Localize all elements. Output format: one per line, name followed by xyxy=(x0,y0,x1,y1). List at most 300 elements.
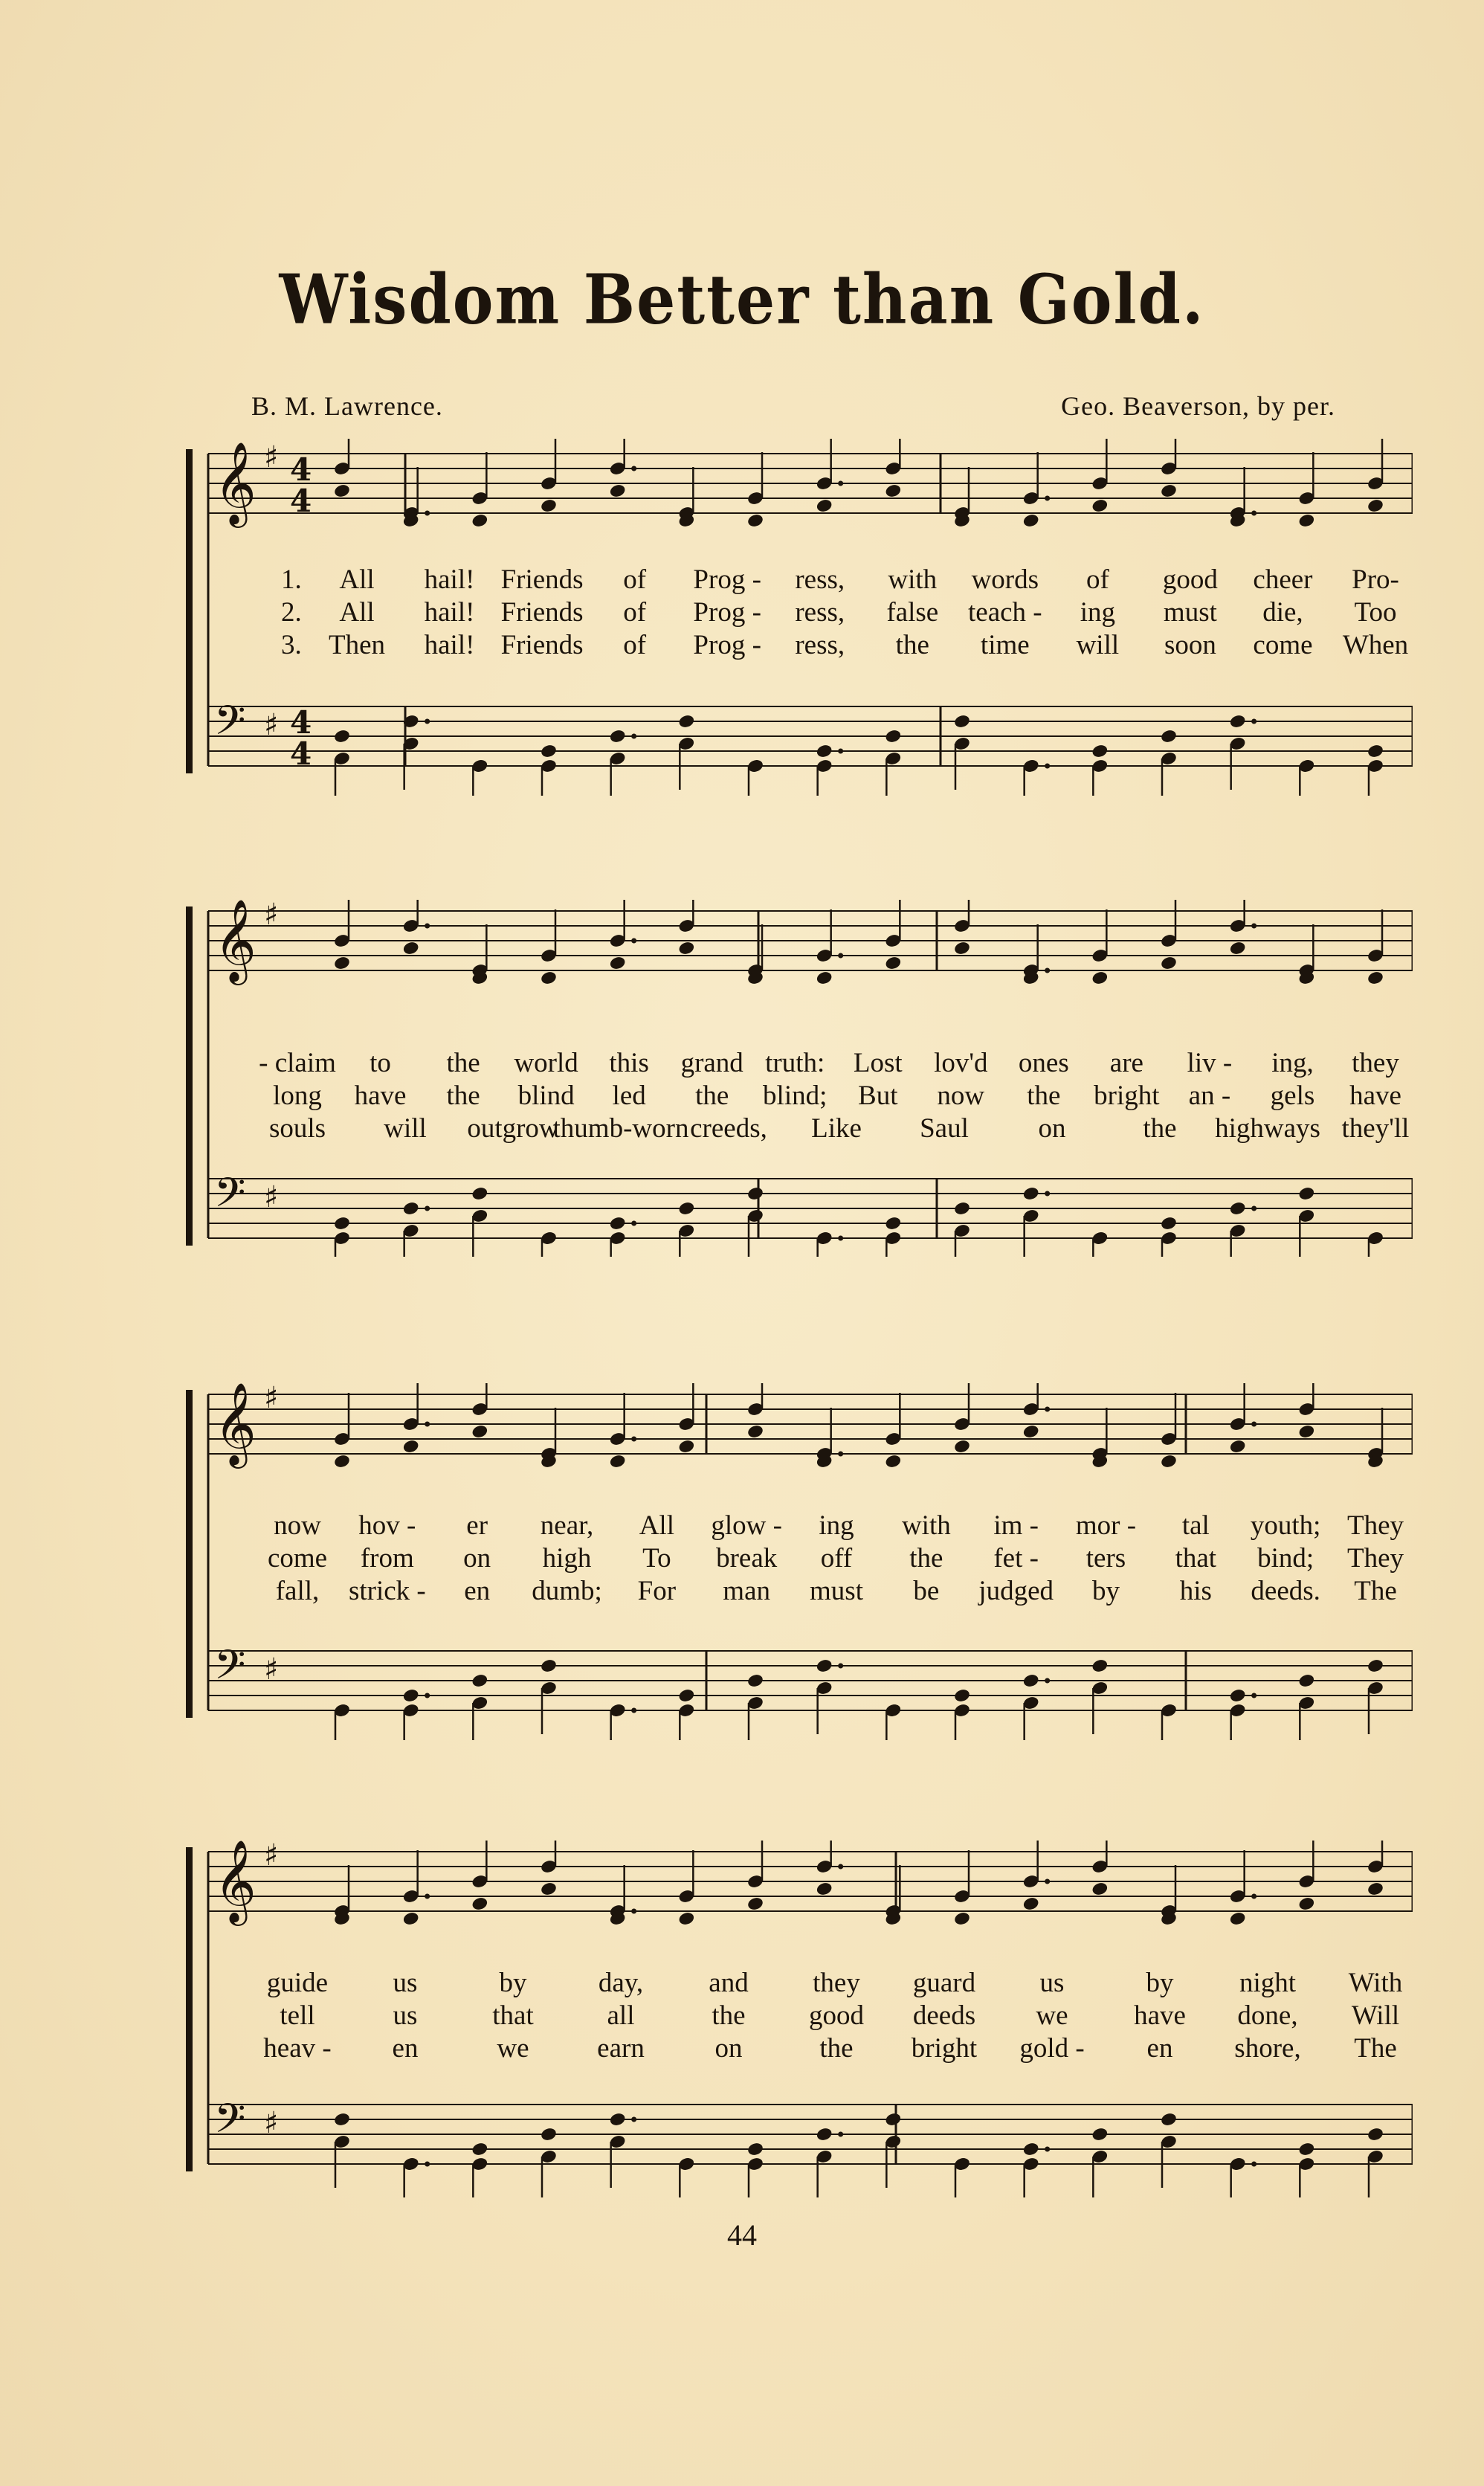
lyric-syllable: soon xyxy=(1164,630,1216,660)
lyric-syllable: us xyxy=(393,2000,418,2031)
dot-marker xyxy=(1251,1693,1256,1698)
note-head xyxy=(609,956,627,971)
note-head xyxy=(677,1439,695,1455)
lyric-syllable: For xyxy=(637,1576,677,1606)
lyric-syllable: shore, xyxy=(1234,2033,1301,2064)
note-head xyxy=(677,1201,695,1217)
note-head xyxy=(540,2127,558,2142)
lyric-verse-line xyxy=(186,2032,1413,2065)
lyric-syllable: ing, xyxy=(1271,1048,1314,1078)
note-head xyxy=(884,729,902,744)
note-head xyxy=(953,1201,971,1217)
lyric-syllable: words xyxy=(971,564,1039,595)
dot-marker xyxy=(838,1664,843,1669)
bass-clef-icon: 𝄢 xyxy=(214,1169,246,1226)
lyric-syllable: gels xyxy=(1270,1081,1315,1111)
note-head xyxy=(746,1424,764,1440)
lyric-syllable: break xyxy=(716,1543,778,1574)
note-head xyxy=(333,729,351,744)
note-head xyxy=(540,970,558,986)
note-head xyxy=(402,1688,420,1704)
lyric-syllable: by xyxy=(499,1968,527,1998)
lyric-syllable: guide xyxy=(266,1968,329,1998)
sharp-key-signature-icon: ♯ xyxy=(264,1652,279,1687)
lyric-syllable: tal xyxy=(1181,1510,1210,1541)
note-head xyxy=(333,1216,351,1231)
dot-marker xyxy=(425,719,430,724)
lyric-syllable: grand xyxy=(680,1048,743,1078)
dot-marker xyxy=(1045,1678,1050,1684)
note-head xyxy=(884,483,902,499)
dot-marker xyxy=(631,1437,636,1442)
lyric-verse-line xyxy=(186,1047,1413,1080)
note-head xyxy=(1022,513,1040,529)
note-head xyxy=(677,714,695,730)
lyric-syllable: They xyxy=(1346,1510,1404,1541)
dot-marker xyxy=(631,466,636,471)
lyric-syllable: en xyxy=(1146,2033,1173,2064)
dot-marker xyxy=(631,938,636,944)
note-head xyxy=(609,1454,627,1469)
note-head xyxy=(471,1186,488,1202)
lyric-syllable: ing xyxy=(819,1510,854,1541)
lyric-syllable: near, xyxy=(540,1510,594,1541)
lyric-syllable: the xyxy=(446,1048,480,1078)
note-head xyxy=(953,714,971,730)
dot-marker xyxy=(631,1909,636,1914)
lyric-syllable: Saul xyxy=(920,1113,969,1144)
note-head xyxy=(1091,1658,1109,1674)
dot-marker xyxy=(425,924,430,929)
note-head xyxy=(953,941,971,956)
note-head xyxy=(1229,1911,1247,1927)
note-head xyxy=(471,2142,488,2157)
lyric-syllable: When xyxy=(1342,630,1409,660)
note-head xyxy=(746,1896,764,1912)
note-head xyxy=(953,1688,971,1704)
note-head xyxy=(677,1688,695,1704)
note-head xyxy=(1160,2112,1178,2128)
music-system-1 xyxy=(186,439,1413,855)
note-head xyxy=(1091,970,1109,986)
note-head xyxy=(609,729,627,744)
lyric-syllable: we xyxy=(1036,2000,1068,2031)
lyric-syllable: bind; xyxy=(1257,1543,1314,1574)
note-head xyxy=(1160,1454,1178,1469)
lyric-syllable: judged xyxy=(978,1576,1054,1606)
lyric-syllable: But xyxy=(858,1081,898,1111)
note-head xyxy=(1297,1673,1315,1689)
lyric-syllable: Pro- xyxy=(1352,564,1399,595)
lyric-syllable: time xyxy=(980,630,1030,660)
lyric-syllable: They xyxy=(1346,1543,1404,1574)
dot-marker xyxy=(838,2132,843,2137)
lyric-syllable: and xyxy=(709,1968,749,1998)
note-head xyxy=(402,1911,420,1927)
lyric-verse-line xyxy=(186,1575,1413,1608)
treble-clef-icon: 𝄞 xyxy=(214,441,257,524)
note-head xyxy=(1229,1688,1247,1704)
note-head xyxy=(540,1658,558,1674)
lyric-syllable: with xyxy=(888,564,938,595)
lyric-syllable: the xyxy=(446,1081,480,1111)
dot-marker xyxy=(838,1452,843,1457)
note-head xyxy=(1022,1896,1040,1912)
lyric-syllable: Will xyxy=(1351,2000,1400,2031)
note-head xyxy=(953,1439,971,1455)
lyric-syllable: world xyxy=(514,1048,578,1078)
note-head xyxy=(1091,498,1109,514)
note-head xyxy=(677,1911,695,1927)
lyric-syllable: The xyxy=(1354,1576,1397,1606)
lyric-syllable: of xyxy=(623,630,647,660)
dot-marker xyxy=(425,1894,430,1899)
lyric-syllable: bright xyxy=(1094,1081,1160,1111)
note-head xyxy=(402,1201,420,1217)
dot-marker xyxy=(425,1422,430,1427)
note-head xyxy=(1022,1424,1040,1440)
composer-credit: Geo. Beaverson, by per. xyxy=(1061,391,1335,421)
lyric-syllable: With xyxy=(1348,1968,1403,1998)
dot-marker xyxy=(1251,924,1256,929)
note-head xyxy=(1367,2127,1384,2142)
lyric-syllable: fet - xyxy=(993,1543,1039,1574)
note-head xyxy=(471,1424,488,1440)
dot-marker xyxy=(1045,1191,1050,1197)
lyric-syllable: Friends xyxy=(500,597,584,628)
note-head xyxy=(1297,513,1315,529)
lyric-syllable: on xyxy=(714,2033,743,2064)
lyric-syllable: be xyxy=(913,1576,940,1606)
lyric-syllable: heav - xyxy=(263,2033,332,2064)
lyric-syllable: that xyxy=(1175,1543,1217,1574)
lyric-syllable: us xyxy=(1039,1968,1065,1998)
lyric-syllable: Lost xyxy=(853,1048,903,1078)
lyric-syllable: Friends xyxy=(500,564,584,595)
lyric-syllable: Too xyxy=(1354,597,1397,628)
dot-marker xyxy=(425,511,430,516)
dot-marker xyxy=(1045,1407,1050,1412)
lyric-verse-line xyxy=(186,1967,1413,2000)
dot-marker xyxy=(838,1236,843,1241)
note-head xyxy=(1367,970,1384,986)
dot-marker xyxy=(425,1206,430,1211)
lyric-syllable: Prog - xyxy=(693,630,761,660)
bass-clef-icon: 𝄢 xyxy=(214,1641,246,1698)
note-head xyxy=(609,1216,627,1231)
note-head xyxy=(540,1881,558,1897)
page-number: 44 xyxy=(727,2218,757,2252)
note-head xyxy=(471,1673,488,1689)
note-head xyxy=(333,2112,351,2128)
note-head xyxy=(1091,1881,1109,1897)
lyric-syllable: high xyxy=(542,1543,592,1574)
lyric-syllable: bright xyxy=(911,2033,978,2064)
lyric-syllable: they xyxy=(813,1968,860,1998)
lyric-syllable: liv - xyxy=(1187,1048,1233,1078)
lyric-syllable: fall, xyxy=(275,1576,320,1606)
treble-clef-icon: 𝄞 xyxy=(214,900,257,982)
note-head xyxy=(884,1216,902,1231)
dot-marker xyxy=(1045,1879,1050,1884)
note-head xyxy=(1022,1673,1040,1689)
lyric-syllable: of xyxy=(1085,564,1109,595)
lyric-syllable: good xyxy=(1162,564,1218,595)
lyric-syllable: the xyxy=(895,630,929,660)
lyric-syllable: come xyxy=(267,1543,328,1574)
note-head xyxy=(1229,1201,1247,1217)
note-head xyxy=(746,1186,764,1202)
lyric-verse-line xyxy=(186,2000,1413,2032)
lyric-syllable: All xyxy=(339,564,375,595)
note-head xyxy=(746,1673,764,1689)
lyric-syllable: hail! xyxy=(424,630,475,660)
lyric-syllable: ress, xyxy=(795,630,845,660)
lyric-verse-line xyxy=(186,1112,1413,1145)
dot-marker xyxy=(1045,496,1050,501)
lyric-syllable: will xyxy=(384,1113,427,1144)
note-head xyxy=(1160,1216,1178,1231)
sharp-key-signature-icon: ♯ xyxy=(264,900,279,932)
note-head xyxy=(1022,1186,1040,1202)
verse-number: 2. xyxy=(281,597,302,628)
lyric-syllable: the xyxy=(712,2000,746,2031)
note-head xyxy=(333,483,351,499)
lyric-syllable: now xyxy=(274,1510,321,1541)
lyric-syllable: an - xyxy=(1188,1081,1231,1111)
dot-marker xyxy=(1251,511,1256,516)
dot-marker xyxy=(631,2117,636,2122)
lyric-syllable: the xyxy=(1027,1081,1061,1111)
lyric-syllable: creeds, xyxy=(690,1113,767,1144)
lyric-syllable: will xyxy=(1076,630,1120,660)
lyric-verse-line xyxy=(186,1542,1413,1575)
note-head xyxy=(816,744,833,759)
lyric-syllable: hail! xyxy=(424,597,475,628)
lyric-syllable: they'll xyxy=(1341,1113,1410,1144)
dot-marker xyxy=(838,749,843,754)
music-system-3 xyxy=(186,1383,1413,1800)
note-head xyxy=(884,2112,902,2128)
dot-marker xyxy=(1045,2147,1050,2152)
lyric-syllable: er xyxy=(466,1510,488,1541)
lyric-syllable: glow - xyxy=(711,1510,782,1541)
note-head xyxy=(1091,744,1109,759)
lyric-syllable: all xyxy=(607,2000,635,2031)
dot-marker xyxy=(838,953,843,959)
lyric-syllable: Friends xyxy=(500,630,584,660)
lyric-syllable: en xyxy=(392,2033,419,2064)
lyric-syllable: Like xyxy=(811,1113,862,1144)
lyric-verse-line xyxy=(186,1510,1413,1542)
lyric-syllable: we xyxy=(497,2033,529,2064)
note-head xyxy=(1367,498,1384,514)
lyric-syllable: Then xyxy=(328,630,386,660)
dot-marker xyxy=(838,481,843,486)
lyric-syllable: come xyxy=(1253,630,1313,660)
lyric-syllable: man xyxy=(723,1576,771,1606)
lyric-syllable: us xyxy=(393,1968,418,1998)
dot-marker xyxy=(631,734,636,739)
note-head xyxy=(1160,956,1178,971)
lyric-syllable: by xyxy=(1092,1576,1120,1606)
lyric-syllable: highways xyxy=(1215,1113,1320,1144)
note-head xyxy=(1367,744,1384,759)
sharp-key-signature-icon: ♯ xyxy=(264,1180,279,1214)
lyric-syllable: ones xyxy=(1018,1048,1069,1078)
dot-marker xyxy=(1251,2162,1256,2167)
dot-marker xyxy=(1251,1422,1256,1427)
note-head xyxy=(540,744,558,759)
note-head xyxy=(333,1454,351,1469)
dot-marker xyxy=(1045,764,1050,769)
lyric-syllable: of xyxy=(623,564,647,595)
lyric-syllable: ing xyxy=(1080,597,1115,628)
lyric-syllable: the xyxy=(695,1081,729,1111)
lyric-syllable: tell xyxy=(280,2000,315,2031)
lyric-syllable: his xyxy=(1179,1576,1212,1606)
lyric-syllable: day, xyxy=(598,1968,644,1998)
time-signature-bottom: 4 xyxy=(290,483,312,519)
lyric-verse-line xyxy=(186,629,1413,662)
lyric-syllable: teach - xyxy=(968,597,1042,628)
lyric-syllable: off xyxy=(820,1543,853,1574)
sharp-key-signature-icon: ♯ xyxy=(264,708,279,742)
lyric-verse-line xyxy=(186,1080,1413,1112)
lyric-syllable: The xyxy=(1354,2033,1397,2064)
dot-marker xyxy=(1251,1206,1256,1211)
lyric-syllable: hail! xyxy=(424,564,475,595)
note-head xyxy=(540,498,558,514)
sharp-key-signature-icon: ♯ xyxy=(264,1383,279,1415)
lyric-syllable: have xyxy=(354,1081,407,1111)
lyric-syllable: on xyxy=(463,1543,491,1574)
lyric-syllable: night xyxy=(1239,1968,1297,1998)
note-head xyxy=(333,956,351,971)
dot-marker xyxy=(838,1864,843,1870)
lyric-syllable: this xyxy=(609,1048,649,1078)
note-head xyxy=(746,513,764,529)
lyric-syllable: lov'd xyxy=(934,1048,988,1078)
note-head xyxy=(1022,2142,1040,2157)
lyric-syllable: they xyxy=(1352,1048,1399,1078)
music-system-2 xyxy=(186,900,1413,1316)
note-head xyxy=(816,970,833,986)
lyric-syllable: souls xyxy=(268,1113,326,1144)
lyric-syllable: cheer xyxy=(1253,564,1313,595)
dot-marker xyxy=(631,1221,636,1226)
lyric-syllable: - claim xyxy=(259,1048,336,1078)
dot-marker xyxy=(1251,719,1256,724)
lyric-syllable: that xyxy=(492,2000,534,2031)
lyric-syllable: ress, xyxy=(795,597,845,628)
note-head xyxy=(816,1881,833,1897)
dot-marker xyxy=(631,1708,636,1713)
lyric-syllable: deeds. xyxy=(1251,1576,1320,1606)
note-head xyxy=(1297,1896,1315,1912)
lyric-syllable: of xyxy=(623,597,647,628)
note-head xyxy=(609,2112,627,2128)
lyric-syllable: ters xyxy=(1085,1543,1126,1574)
verse-number: 3. xyxy=(281,630,302,660)
lyric-syllable: All xyxy=(639,1510,674,1541)
lyric-syllable: dumb; xyxy=(532,1576,602,1606)
time-signature-top: 4 xyxy=(290,451,312,488)
note-head xyxy=(1091,2127,1109,2142)
dot-marker xyxy=(425,2162,430,2167)
lyric-syllable: outgrow xyxy=(467,1113,559,1144)
hymn-title: Wisdom Better than Gold. xyxy=(279,260,1205,340)
lyric-syllable: ress, xyxy=(795,564,845,595)
music-system-4 xyxy=(186,1841,1413,2257)
note-head xyxy=(1229,714,1247,730)
lyric-syllable: good xyxy=(809,2000,864,2031)
lyric-syllable: must xyxy=(810,1576,863,1606)
note-head xyxy=(1229,941,1247,956)
lyric-syllable: have xyxy=(1134,2000,1186,2031)
lyricist-credit: B. M. Lawrence. xyxy=(251,391,443,421)
note-head xyxy=(1229,1439,1247,1455)
lyric-syllable: blind xyxy=(517,1081,575,1111)
lyric-syllable: to xyxy=(370,1048,391,1078)
time-signature-top: 4 xyxy=(290,704,312,741)
lyric-syllable: youth; xyxy=(1250,1510,1321,1541)
note-head xyxy=(609,483,627,499)
verse-number: 1. xyxy=(281,564,302,595)
note-head xyxy=(746,2142,764,2157)
lyric-syllable: truth: xyxy=(765,1048,825,1078)
dot-marker xyxy=(1045,968,1050,973)
lyric-syllable: hov - xyxy=(358,1510,416,1541)
lyric-syllable: now xyxy=(937,1081,985,1111)
bass-clef-icon: 𝄢 xyxy=(214,2095,246,2152)
note-head xyxy=(1160,483,1178,499)
note-head xyxy=(953,1911,971,1927)
note-head xyxy=(1297,1186,1315,1202)
lyric-syllable: All xyxy=(339,597,375,628)
sharp-key-signature-icon: ♯ xyxy=(264,440,279,474)
treble-clef-icon: 𝄞 xyxy=(214,1383,257,1465)
note-head xyxy=(677,941,695,956)
treble-clef-icon: 𝄞 xyxy=(214,1841,257,1922)
lyric-syllable: long xyxy=(273,1081,322,1111)
lyric-syllable: by xyxy=(1146,1968,1174,1998)
lyric-syllable: die, xyxy=(1262,597,1303,628)
dot-marker xyxy=(425,1693,430,1698)
lyric-syllable: the xyxy=(909,1543,943,1574)
lyric-syllable: the xyxy=(819,2033,854,2064)
note-head xyxy=(1297,2142,1315,2157)
note-head xyxy=(816,2127,833,2142)
lyric-syllable: en xyxy=(464,1576,491,1606)
lyric-syllable: must xyxy=(1163,597,1217,628)
note-head xyxy=(816,498,833,514)
note-head xyxy=(816,1658,833,1674)
lyric-syllable: To xyxy=(642,1543,671,1574)
lyric-syllable: im - xyxy=(993,1510,1039,1541)
lyric-syllable: thumb-worn xyxy=(552,1113,689,1144)
lyric-syllable: earn xyxy=(597,2033,645,2064)
note-head xyxy=(884,1454,902,1469)
lyric-syllable: are xyxy=(1109,1048,1143,1078)
lyric-syllable: on xyxy=(1038,1113,1066,1144)
sharp-key-signature-icon: ♯ xyxy=(264,2106,279,2140)
lyric-syllable: from xyxy=(360,1543,414,1574)
note-head xyxy=(402,941,420,956)
lyric-syllable: mor - xyxy=(1075,1510,1137,1541)
lyric-verse-line xyxy=(186,596,1413,629)
lyric-verse-line xyxy=(186,564,1413,596)
